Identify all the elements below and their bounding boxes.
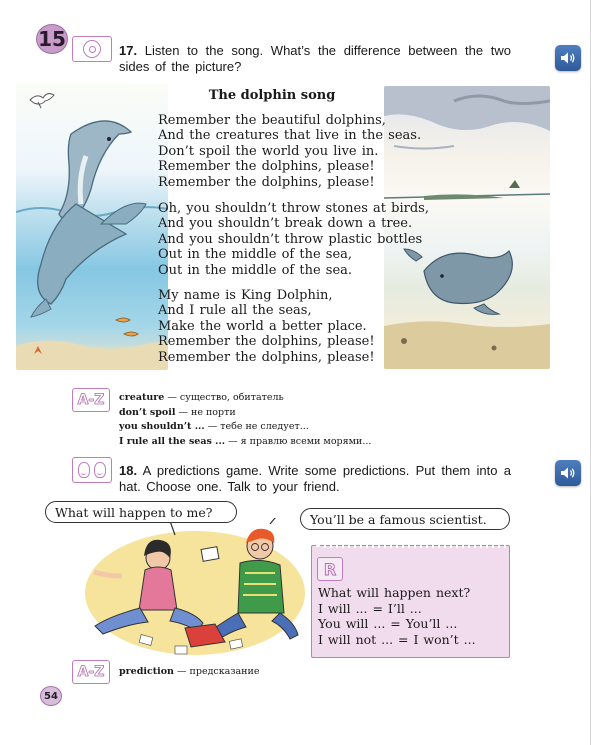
song-line: Remember the dolphins, please! bbox=[158, 334, 375, 350]
rule-line: What will happen next? bbox=[318, 585, 471, 600]
page-number: 54 bbox=[40, 686, 62, 706]
lesson-number-badge: 15 bbox=[36, 24, 68, 54]
vocab-entry: you shouldn’t ... — тебе не следует... bbox=[119, 421, 309, 432]
audio-speaker-icon[interactable] bbox=[555, 460, 581, 486]
song-line: And you shouldn’t break down a tree. bbox=[158, 216, 413, 232]
audio-speaker-icon[interactable] bbox=[555, 45, 581, 71]
speech-bubble-boy: You’ll be a famous scientist. bbox=[300, 508, 510, 530]
vocab-entry: prediction — предсказание bbox=[119, 666, 260, 677]
vocabulary-list bbox=[119, 391, 371, 449]
song-line: Remember the dolphins, please! bbox=[158, 174, 375, 190]
song-line: And I rule all the seas, bbox=[158, 303, 312, 319]
song-line: And the creatures that live in the seas. bbox=[158, 128, 422, 144]
rule-line: You will ... = You’ll ... bbox=[318, 616, 458, 631]
song-line: Remember the dolphins, please! bbox=[158, 159, 375, 175]
pair-work-faces-icon bbox=[72, 457, 112, 483]
vocab-entry: don’t spoil — не порти bbox=[119, 406, 236, 418]
song-stanza-3 bbox=[158, 288, 375, 365]
rule-line: I will ... = I’ll ... bbox=[318, 600, 422, 616]
speech-bubble-girl: What will happen to me? bbox=[45, 501, 237, 523]
task-17-instruction bbox=[119, 43, 511, 75]
vocabulary-list bbox=[119, 665, 259, 680]
song-line: Out in the middle of the sea, bbox=[158, 247, 353, 263]
song-line: Out in the middle of the sea. bbox=[158, 262, 353, 278]
song-stanza-1 bbox=[158, 113, 421, 190]
song-line: Don’t spoil the world you live in. bbox=[158, 143, 379, 159]
song-line: Make the world a better place. bbox=[158, 318, 367, 334]
children-playing-illustration bbox=[80, 518, 310, 658]
vocabulary-az-icon: A-Z bbox=[72, 388, 110, 412]
cd-icon bbox=[72, 36, 112, 62]
song-stanza-2 bbox=[158, 201, 429, 278]
task-number: 18. bbox=[119, 463, 138, 478]
song-line: Remember the beautiful dolphins, bbox=[158, 113, 386, 128]
song-line: My name is King Dolphin, bbox=[158, 288, 333, 303]
task-18-instruction bbox=[119, 463, 511, 495]
grammar-rule-text bbox=[318, 585, 476, 647]
vocab-entry: creature — существо, обитатель bbox=[119, 392, 284, 403]
song-title: The dolphin song bbox=[208, 88, 336, 103]
song-line: And you shouldn’t throw plastic bottles bbox=[158, 231, 423, 247]
song-line: Remember the dolphins, please! bbox=[158, 349, 375, 365]
song-line: Oh, you shouldn’t throw stones at birds, bbox=[158, 201, 429, 216]
task-text: A predictions game. Write some predictions. Put them into a hat. Choose one. Talk to your friend. bbox=[119, 463, 511, 494]
rule-line: I will not ... = I won’t ... bbox=[318, 631, 476, 647]
dolphins-illustration bbox=[16, 84, 168, 370]
task-number: 17. bbox=[119, 43, 138, 58]
task-text: Listen to the song. What’s the difference between the two sides of the picture? bbox=[119, 43, 511, 74]
vocab-entry: I rule all the seas ... — я правлю всеми морями... bbox=[119, 435, 372, 447]
vocabulary-az-icon: A-Z bbox=[72, 660, 110, 684]
rule-r-icon: R bbox=[317, 557, 343, 581]
